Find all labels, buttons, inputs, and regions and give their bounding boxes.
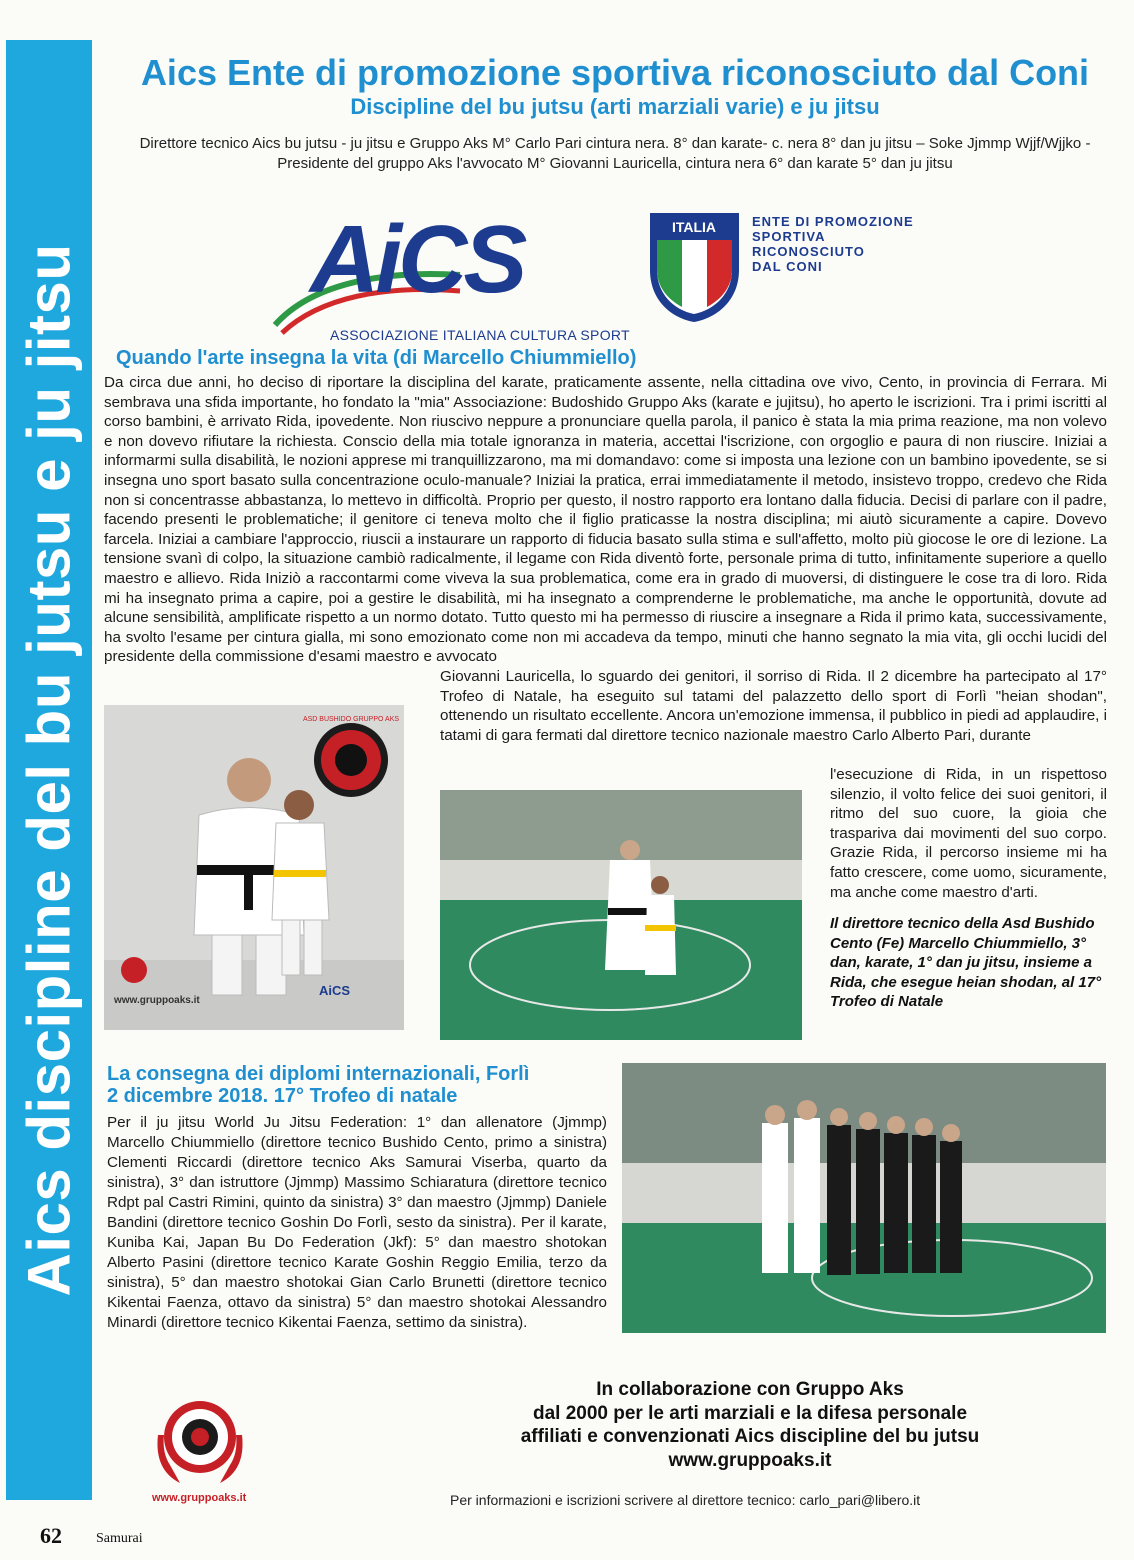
- gruppo-url[interactable]: www.gruppoaks.it: [152, 1492, 247, 1504]
- photo-caption: Il direttore tecnico della Asd Bushido Cento (Fe) Marcello Chiummiello, 3° dan, karate, 1° dan ju jitsu, insieme a Rida, che esegue heian shodan, al 17° Trofeo di Natale: [830, 915, 1102, 1010]
- aics-logo: [270, 205, 630, 350]
- ente-line: RICONOSCIUTO: [752, 244, 865, 259]
- aics-wordmark: AiCS: [310, 206, 524, 313]
- collab-line: In collaborazione con Gruppo Aks: [596, 1379, 904, 1400]
- corner-logo-text: AiCS: [319, 983, 351, 998]
- kata-image: [440, 790, 802, 1040]
- collab-line: affiliati e convenzionati Aics discipline del bu jutsu: [520, 1426, 980, 1447]
- gruppo-aks-logo-icon: [150, 1395, 250, 1490]
- intro-line: Direttore tecnico Aics bu jutsu - ju jitsu e Gruppo Aks M° Carlo Pari cintura nera. 8° dan karate- c. nera 8° dan ju jitsu – Soke Jjmmp Wjjf/Wjjko -: [139, 135, 1091, 152]
- intro-line: Presidente del gruppo Aks l'avvocato M° Giovanni Lauricella, cintura nera 6° dan karate 5° dan ju jitsu: [277, 155, 953, 172]
- ente-line: ENTE DI PROMOZIONE: [752, 214, 914, 229]
- collab-line: dal 2000 per le arti marziali e la difesa personale: [532, 1402, 968, 1424]
- photo-kata: [440, 790, 802, 1040]
- page-title: Aics Ente di promozione sportiva riconosciuto dal Coni: [140, 52, 1090, 93]
- intro-text: [100, 134, 1130, 174]
- sidebar-title: Aics discipline del bu jutsu e ju jitsu: [15, 243, 83, 1297]
- watermark-text: www.gruppoaks.it: [114, 995, 200, 1006]
- photo-ceremony: [622, 1063, 1106, 1333]
- portrait-image: [104, 705, 404, 1030]
- article1-title: Quando l'arte insegna la vita (di Marcello Chiummiello): [116, 347, 637, 369]
- ceremony-image: [622, 1063, 1106, 1333]
- shield-label: ITALIA: [671, 219, 717, 235]
- ente-line: DAL CONI: [752, 259, 823, 274]
- page-number: 62: [40, 1523, 62, 1548]
- article2-title: [107, 1063, 529, 1107]
- photo-portrait: [104, 705, 404, 1030]
- collab-url[interactable]: www.gruppoaks.it: [668, 1449, 832, 1471]
- ente-text: [752, 214, 914, 274]
- article1-body-right: l'esecuzione di Rida, in un rispettoso silenzio, il volto felice dei suoi genitori, il ritmo del suo cuore, la gioia che traspariva dai movimenti del suo corpo. Grazie Rida, il percorso insieme mi ha fatto crescere, come uomo, sicuramente, ma anche come maestro d'arti.: [830, 766, 1107, 901]
- page-subtitle: Discipline del bu jutsu (arti marziali varie) e ju jitsu: [350, 94, 880, 119]
- collab-block: [420, 1378, 1080, 1472]
- badge-text: ASD BUSHIDO GRUPPO AKS: [302, 716, 400, 723]
- magazine-name: Samurai: [96, 1531, 143, 1546]
- article2-title-line: La consegna dei diplomi internazionali, Forlì: [107, 1063, 530, 1085]
- article2-body: Per il ju jitsu World Ju Jitsu Federation: 1° dan allenatore (Jjmmp) Marcello Chiummiello (direttore tecnico Bushido Cento, primo a sinistra) Clementi Riccardi (direttore tecnico Aks Samurai Viserba, quarto da sinistra), 3° dan istruttore (Jjmmp) Massimo Schiaratura (direttore tecnico Rdpt pal Castri Rimini, quinto da sinistra) 3° dan maestro (Jjmmp) Daniele Bandini (direttore tecnico Goshin Do Forlì, sesto da sinistra). Per il karate, Kuniba Kai, Japan Bu Do Federation (Jkf): 5° dan maestro shotokan Alberto Pasini (direttore tecnico Karate Goshin Reggio Emilia, terzo da sinistra), 5° dan maestro shotokai Gian Carlo Brunetti (direttore tecnico Kikentai Faenza, ottavo da sinistra) 5° dan maestro shotokai Alessandro Minardi (direttore tecnico Kikentai Faenza, settimo da sinistra).: [107, 1114, 607, 1331]
- aics-caption: ASSOCIAZIONE ITALIANA CULTURA SPORT: [330, 327, 630, 343]
- italia-shield-icon: [647, 210, 742, 325]
- article1-body: Da circa due anni, ho deciso di riportare la disciplina del karate, praticamente assente, nella cittadina ove vivo, Cento, in provincia di Ferrara. Mi sembrava una sfida importante, ho fondato la "mia" Associazione: Budoshido Gruppo Aks (karate e jujitsu), ho aperto le iscrizioni. Tra i primi iscritti al corso bambini, è arrivato Rida, ipovedente. Non riuscivo neppure a pronunciare quella parola, il panico è stata la mia prima reazione, ma non volevo e non dovevo rifiutare la richiesta. Conscio della mia totale ignoranza in materia, accettai l'iscrizione, con orgoglio e paura di non riuscire. Iniziai a informarmi sulla disabilità, le nozioni apprese mi tranquillizzarono, ma mi domandavo: come si imposta una lezione con un bambino ipovedente, se si insegna uno sport basato sulla concentrazione oculo-manuale? Iniziai la pratica, errai immediatamente il metodo, insistevo troppo, credevo che Rida non si concentrasse abbastanza, lo mettevo in difficoltà. Proprio per questo, il nostro rapporto era lontano dalla fiducia. Decisi di parlare con il padre, facendo presenti le problematiche; il genitore ci teneva molto che il figlio praticasse la nostra disciplina; mi aiutò sicuramente a capire. Dovevo farcela. Iniziai a cambiare l'approccio, riuscii a instaurare un rapporto di fiducia basato sulla stima e sull'affetto, molto più giocose le ore di lezione. La tensione svanì di colpo, la situazione cambiò radicalmente, il legame con Rida diventò forte, personale prima di tutto, infinitamente superiore a quello maestro e allievo. Rida Iniziò a raccontarmi come viveva la sua problematica, come era in grado di muoversi, di distinguere le cose tra di loro. Rida mi ha insegnato prima a capire, poi a gestire le disabilità, mi ha insegnato a comprenderne le problematiche, ma anche le opportunità, dovute ad alcune sensibilità, amplificate rispetto a un normo dotato. Tutto questo mi ha permesso di riuscire a insegnare a Rida il primo kata, successivamente, ha svolto l'esame per cintura gialla, mi sono emozionato come non mi accadeva da tempo, minuti che hanno segnato la mia vita, gli occhi lucidi del presidente della commissione d'esami maestro e avvocato: [104, 374, 1107, 666]
- article2-title-line: 2 dicembre 2018. 17° Trofeo di natale: [107, 1085, 458, 1107]
- ente-line: SPORTIVA: [752, 229, 826, 244]
- contact-info: Per informazioni e iscrizioni scrivere al direttore tecnico: carlo_pari@libero.it: [450, 1492, 921, 1508]
- article1-body-mid: Giovanni Lauricella, lo sguardo dei genitori, il sorriso di Rida. Il 2 dicembre ha partecipato al 17° Trofeo di Natale, ha eseguito sul tatami del palazzetto dello sport di Forlì "heian shodan", ottenendo un risultato eccellente. Ancora un'emozione immensa, il pubblico in piedi ad applaudire, i tatami di gara fermati dal direttore tecnico nazionale maestro Carlo Alberto Pari, durante: [440, 668, 1107, 744]
- sidebar-band: [6, 40, 92, 1500]
